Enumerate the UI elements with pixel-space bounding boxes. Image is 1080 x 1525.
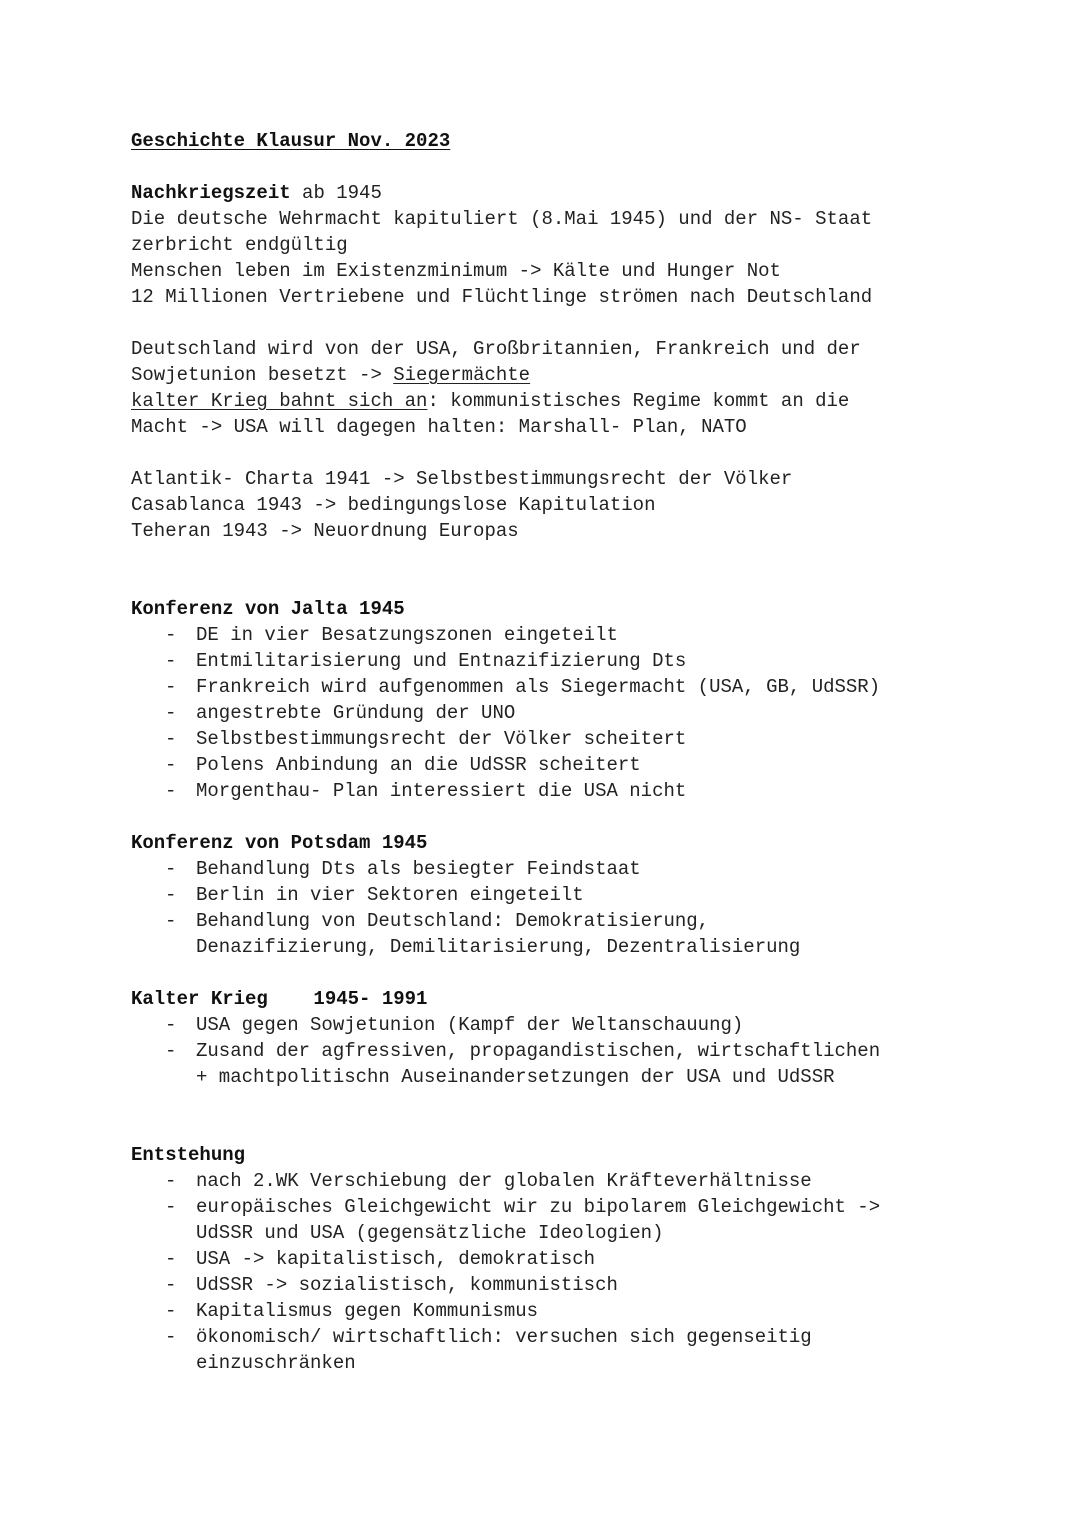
- list-item: - Zusand der agfressiven, propagandistischen, wirtschaftlichen + machtpolitischn Auseinandersetzungen der USA und UdSSR: [131, 1038, 951, 1090]
- besatzung-line-4: Macht -> USA will dagegen halten: Marshall- Plan, NATO: [131, 416, 747, 438]
- list-item: - ökonomisch/ wirtschaftlich: versuchen sich gegenseitig einzuschränken: [131, 1324, 951, 1376]
- kalter-krieg-term: kalter Krieg bahnt sich an: [131, 390, 428, 412]
- potsdam-heading: Konferenz von Potsdam 1945: [131, 832, 428, 854]
- nachkrieg-line-1: Die deutsche Wehrmacht kapituliert (8.Mai 1945) und der NS- Staat: [131, 208, 873, 230]
- list-item: - USA -> kapitalistisch, demokratisch: [131, 1246, 951, 1272]
- kalter-krieg-list: [131, 1012, 951, 1090]
- nachkrieg-line-4: 12 Millionen Vertriebene und Flüchtlinge strömen nach Deutschland: [131, 286, 873, 308]
- kalter-krieg-years: 1945- 1991: [267, 988, 428, 1010]
- list-item: - UdSSR -> sozialistisch, kommunistisch: [131, 1272, 951, 1298]
- kurz-konferenz-2: Casablanca 1943 -> bedingungslose Kapitulation: [131, 494, 656, 516]
- jalta-heading: Konferenz von Jalta 1945: [131, 598, 405, 620]
- nachkrieg-heading-suffix: ab 1945: [290, 182, 382, 204]
- jalta-list: [131, 622, 951, 804]
- nachkrieg-line-2: zerbricht endgültig: [131, 234, 348, 256]
- besatzung-line-2-prefix: Sowjetunion besetzt ->: [131, 364, 394, 386]
- kurz-konferenz-1: Atlantik- Charta 1941 -> Selbstbestimmungsrecht der Völker: [131, 468, 793, 490]
- nachkrieg-heading: Nachkriegszeit: [131, 182, 291, 204]
- list-item: - Berlin in vier Sektoren eingeteilt: [131, 882, 951, 908]
- besatzung-line-1: Deutschland wird von der USA, Großbritannien, Frankreich und der: [131, 338, 861, 360]
- kalter-krieg-heading: Kalter Krieg: [131, 988, 268, 1010]
- besatzung-line-3-rest: : kommunistisches Regime kommt an die: [427, 390, 850, 412]
- entstehung-heading: Entstehung: [131, 1144, 246, 1166]
- potsdam-list: [131, 856, 951, 960]
- list-item: - DE in vier Besatzungszonen eingeteilt: [131, 622, 951, 648]
- list-item: - Frankreich wird aufgenommen als Siegermacht (USA, GB, UdSSR): [131, 674, 951, 700]
- list-item: - angestrebte Gründung der UNO: [131, 700, 951, 726]
- document-title: Geschichte Klausur Nov. 2023: [131, 130, 451, 152]
- list-item: - Behandlung Dts als besiegter Feindstaat: [131, 856, 951, 882]
- nachkrieg-line-3: Menschen leben im Existenzminimum -> Kälte und Hunger Not: [131, 260, 781, 282]
- list-item: - Behandlung von Deutschland: Demokratisierung, Denazifizierung, Demilitarisierung, Dezentralisierung: [131, 908, 951, 960]
- besatzung-line-3: [131, 388, 951, 414]
- document-page: [131, 128, 951, 1376]
- siegermaechte-term: Siegermächte: [393, 364, 531, 386]
- list-item: - europäisches Gleichgewicht wir zu bipolarem Gleichgewicht -> UdSSR und USA (gegensätzliche Ideologien): [131, 1194, 951, 1246]
- list-item: - Morgenthau- Plan interessiert die USA nicht: [131, 778, 951, 804]
- entstehung-list: [131, 1168, 951, 1376]
- list-item: - Polens Anbindung an die UdSSR scheitert: [131, 752, 951, 778]
- kalter-krieg-heading-line: [131, 986, 951, 1012]
- list-item: - Kapitalismus gegen Kommunismus: [131, 1298, 951, 1324]
- list-item: - Entmilitarisierung und Entnazifizierung Dts: [131, 648, 951, 674]
- nachkrieg-heading-line: [131, 180, 951, 206]
- list-item: - nach 2.WK Verschiebung der globalen Kräfteverhältnisse: [131, 1168, 951, 1194]
- besatzung-line-2: [131, 362, 951, 388]
- kurz-konferenz-3: Teheran 1943 -> Neuordnung Europas: [131, 520, 519, 542]
- list-item: - USA gegen Sowjetunion (Kampf der Weltanschauung): [131, 1012, 951, 1038]
- list-item: - Selbstbestimmungsrecht der Völker scheitert: [131, 726, 951, 752]
